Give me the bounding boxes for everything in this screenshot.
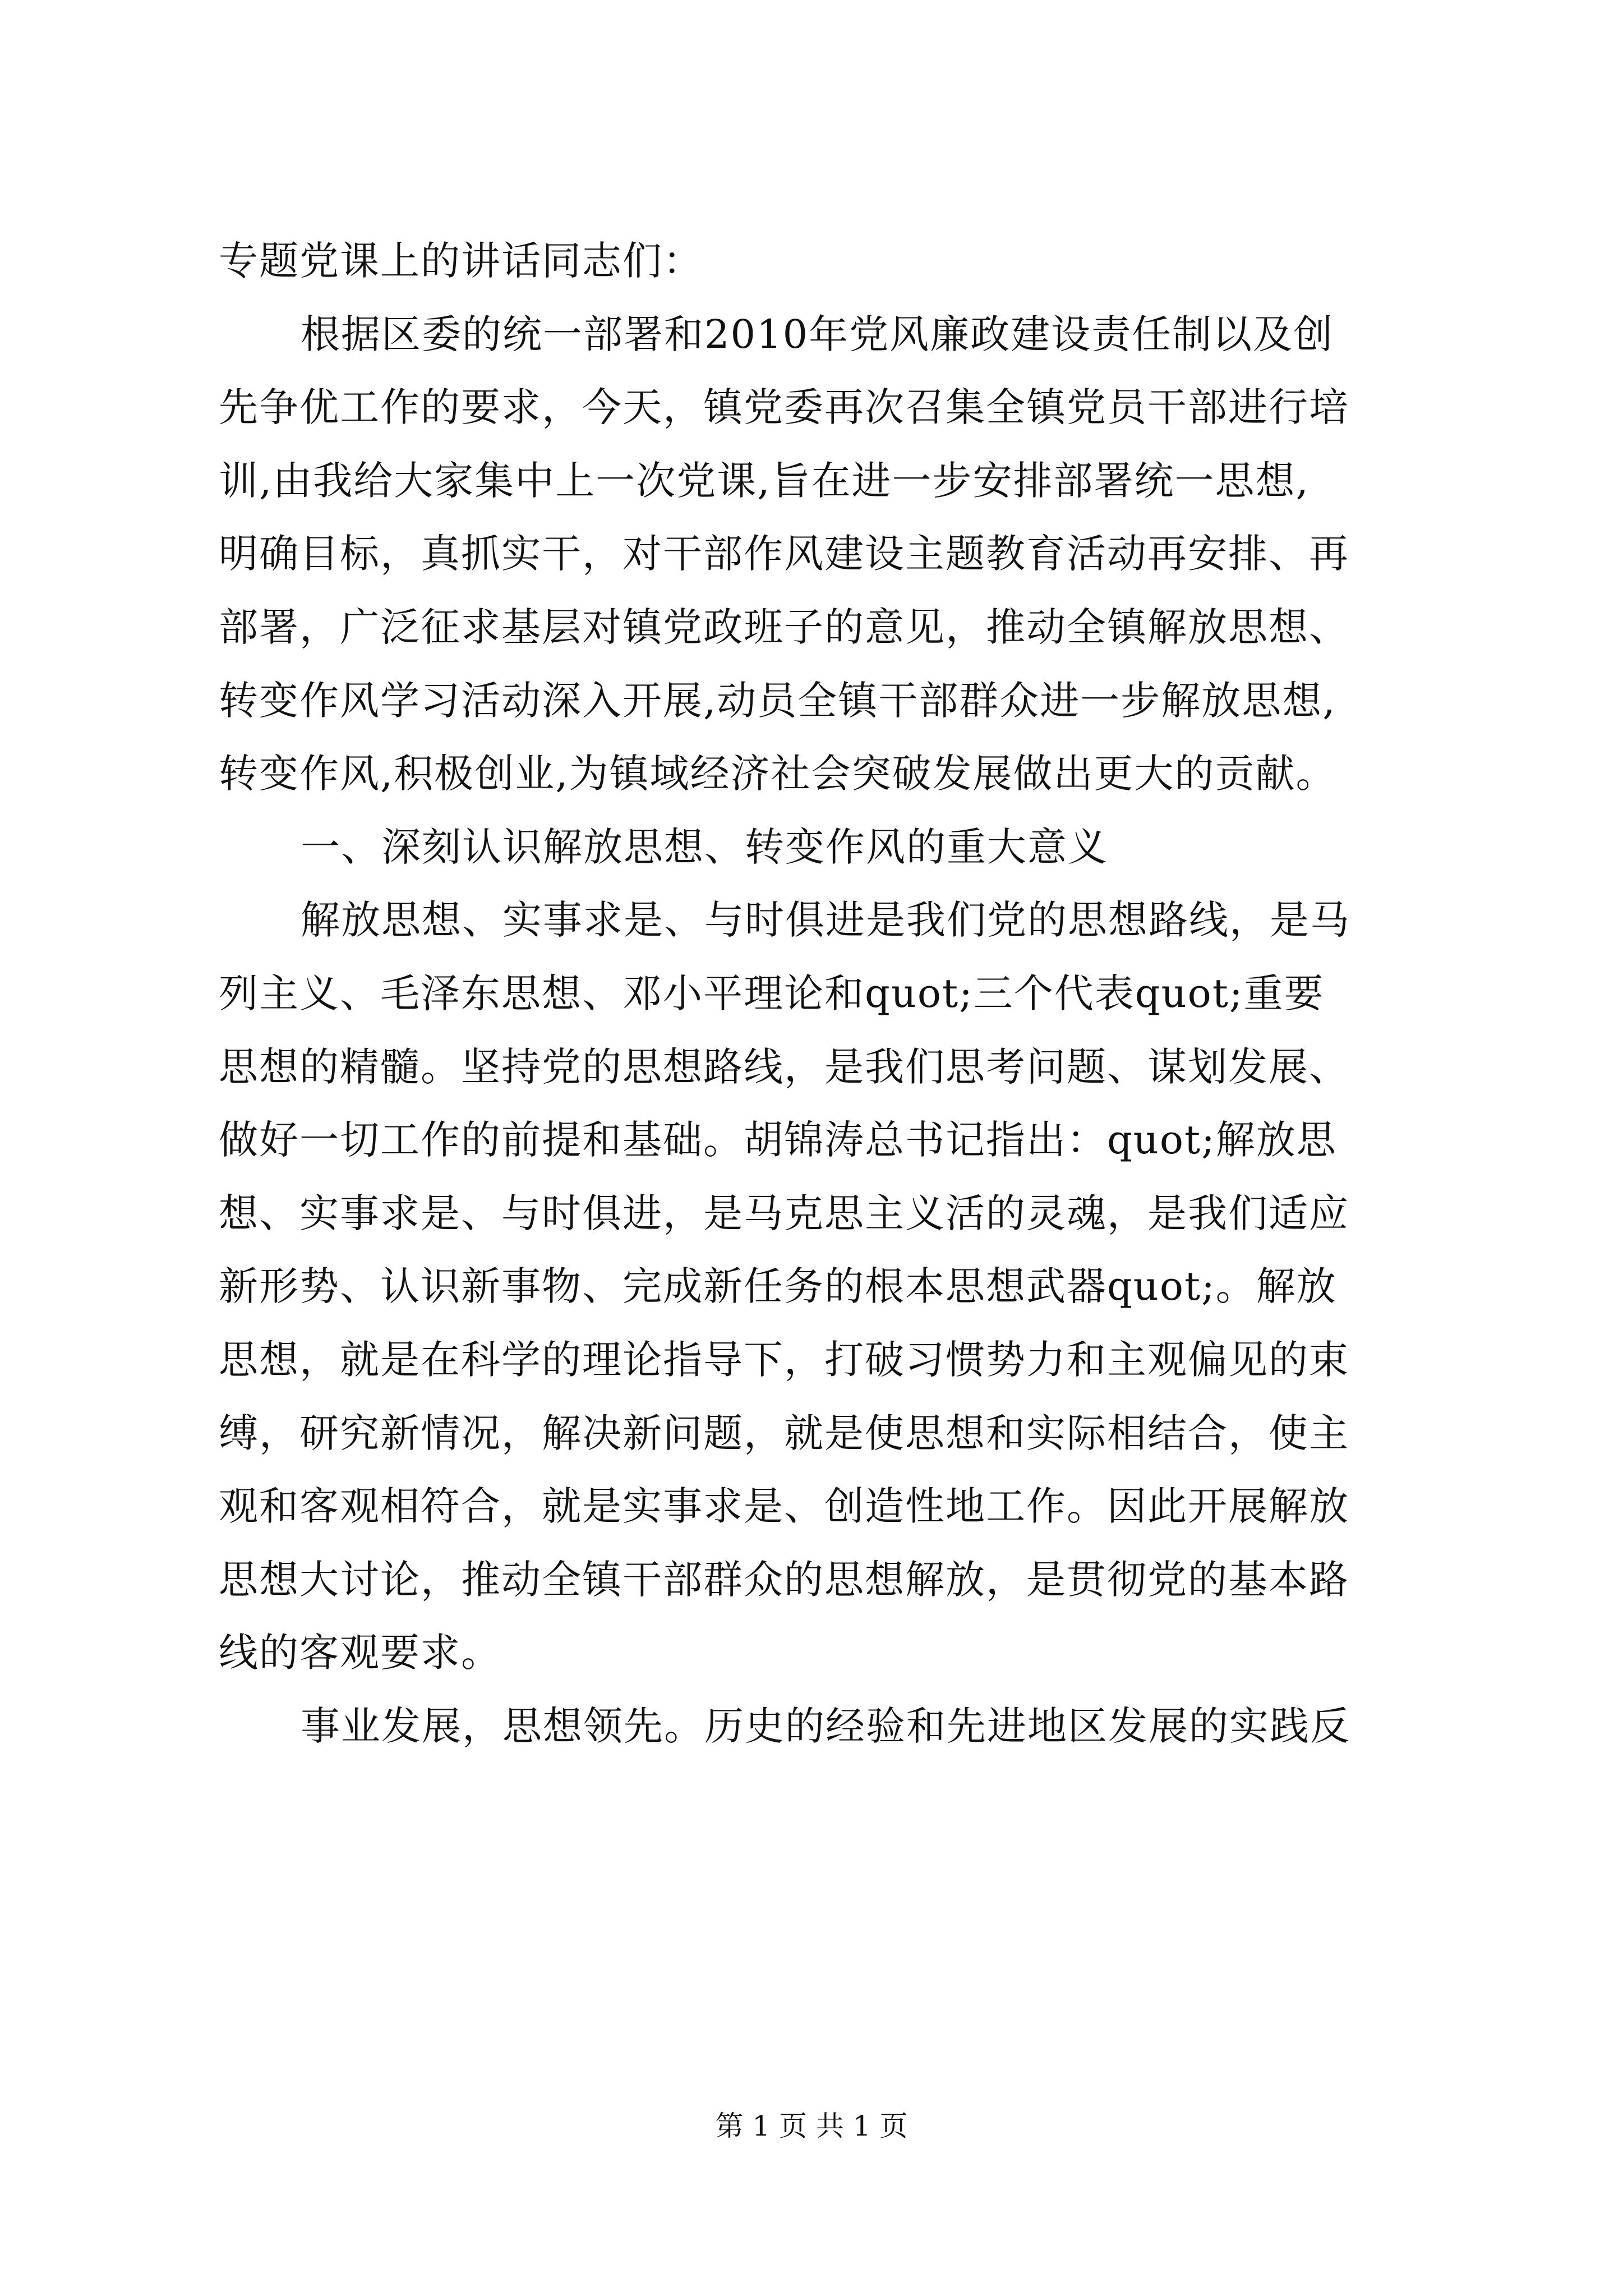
text-line: 专题党课上的讲话同志们： [219, 238, 703, 284]
page-footer [0, 2108, 1623, 2144]
text-line: 训,由我给大家集中上一次党课,旨在进一步安排部署统一思想, [219, 457, 1310, 504]
text-line: 思想大讨论，推动全镇干部群众的思想解放，是贯彻党的基本路 [219, 1556, 1349, 1603]
text-line: 新形势、认识新事物、完成新任务的根本思想武器quot;。解放 [219, 1263, 1337, 1310]
page-number: 第 1 页 共 1 页 [715, 2110, 908, 2142]
text-line: 转变作风学习活动深入开展,动员全镇干部群众进一步解放思想, [219, 677, 1336, 724]
text-line: 观和客观相符合，就是实事求是、创造性地工作。因此开展解放 [219, 1483, 1349, 1530]
text-line: 部署，广泛征求基层对镇党政班子的意见，推动全镇解放思想、 [219, 604, 1349, 650]
text-line: 事业发展，思想领先。历史的经验和先进地区发展的实践反 [301, 1703, 1350, 1749]
text-line: 做好一切工作的前提和基础。胡锦涛总书记指出：quot;解放思 [219, 1117, 1337, 1163]
text-line: 解放思想、实事求是、与时俱进是我们党的思想路线，是马 [301, 897, 1350, 944]
text-line: 线的客观要求。 [219, 1630, 501, 1676]
text-line: 缚，研究新情况，解决新问题，就是使思想和实际相结合，使主 [219, 1410, 1349, 1456]
text-line: 思想，就是在科学的理论指导下，打破习惯势力和主观偏见的束 [219, 1336, 1349, 1383]
text-line: 列主义、毛泽东思想、邓小平理论和quot;三个代表quot;重要 [219, 970, 1325, 1016]
text-line: 想、实事求是、与时俱进，是马克思主义活的灵魂，是我们适应 [219, 1190, 1349, 1236]
document-body [219, 236, 1441, 1774]
section-heading: 一、深刻认识解放思想、转变作风的重大意义 [301, 823, 1108, 870]
text-line: 思想的精髓。坚持党的思想路线，是我们思考问题、谋划发展、 [219, 1043, 1349, 1090]
text-line: 明确目标，真抓实干，对干部作风建设主题教育活动再安排、再 [219, 531, 1349, 577]
text-line: 转变作风,积极创业,为镇域经济社会突破发展做出更大的贡献。 [219, 751, 1336, 797]
text-line: 根据区委的统一部署和2010年党风廉政建设责任制以及创 [301, 311, 1334, 357]
text-line: 先争优工作的要求，今天，镇党委再次召集全镇党员干部进行培 [219, 384, 1349, 431]
